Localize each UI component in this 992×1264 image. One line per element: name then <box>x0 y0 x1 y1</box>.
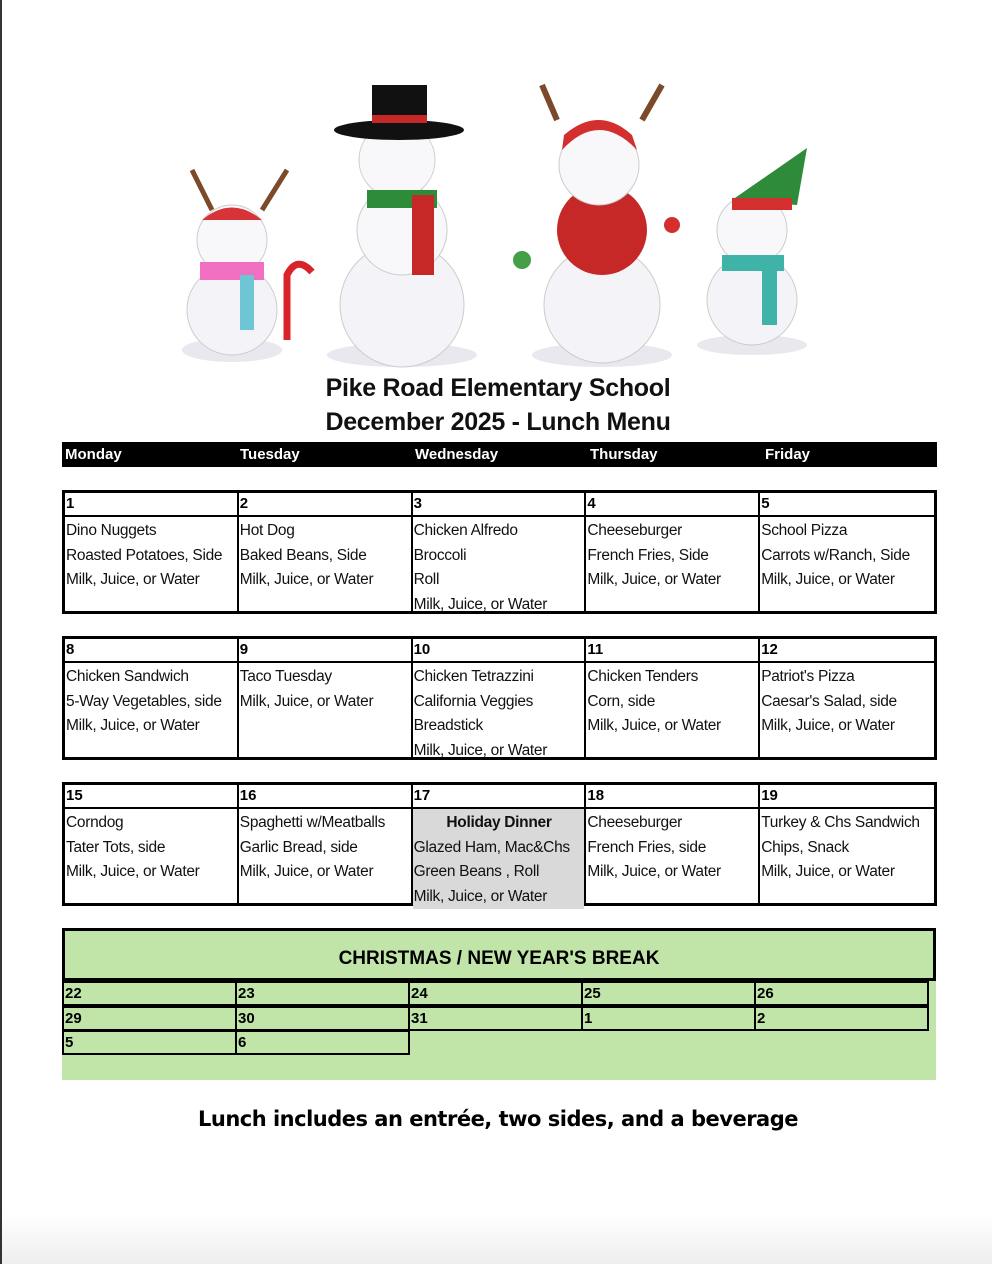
menu-item: Patriot's Pizza <box>761 668 855 685</box>
menu-items <box>413 517 585 617</box>
menu-item: School Pizza <box>761 522 848 539</box>
day-cell <box>760 639 934 757</box>
day-number: 19 <box>760 785 934 809</box>
menu-item: Baked Beans, Side <box>239 546 367 564</box>
page-edge <box>2 1214 992 1264</box>
break-title: CHRISTMAS / NEW YEAR'S BREAK <box>62 928 936 981</box>
break-day-cell: 6 <box>235 1030 410 1055</box>
break-day-cell: 2 <box>754 1006 929 1031</box>
day-number: 1 <box>65 493 237 517</box>
menu-item: Roll <box>413 571 440 588</box>
menu-item: Milk, Juice, or Water <box>587 571 721 588</box>
weekday-monday: Monday <box>65 446 122 463</box>
week-row <box>62 782 937 906</box>
menu-item: Tater Tots, side <box>66 838 166 856</box>
menu-item: Cheeseburger <box>587 814 683 831</box>
day-cell <box>239 785 413 903</box>
day-cell <box>239 493 413 611</box>
menu-item: Milk, Juice, or Water <box>587 863 721 880</box>
day-cell <box>760 785 934 903</box>
menu-item: Carrots w/Ranch, Side <box>761 546 910 564</box>
break-day-cell: 25 <box>581 981 756 1006</box>
day-number: 9 <box>239 639 411 663</box>
menu-item: Taco Tuesday <box>239 668 332 685</box>
menu-item: Chips, Snack <box>761 838 849 856</box>
break-day-cell: 23 <box>235 981 410 1006</box>
menu-items <box>586 809 758 903</box>
menu-item: Chicken Tetrazzini <box>413 668 534 685</box>
day-number: 11 <box>586 639 758 663</box>
break-day-cell: 5 <box>62 1030 237 1055</box>
break-week-row <box>62 1006 927 1031</box>
menu-item: Hot Dog <box>239 522 295 539</box>
day-cell <box>586 639 760 757</box>
break-week-row <box>62 981 927 1006</box>
reindeer-snowman-icon <box>182 170 312 362</box>
menu-items <box>65 809 237 903</box>
day-number: 16 <box>239 785 411 809</box>
day-number: 5 <box>760 493 934 517</box>
menu-item: Milk, Juice, or Water <box>413 741 548 759</box>
menu-item: Broccoli <box>413 546 467 564</box>
school-name: Pike Road Elementary School <box>325 374 671 402</box>
day-number: 17 <box>413 785 585 809</box>
weekday-friday: Friday <box>765 446 811 463</box>
day-number: 4 <box>586 493 758 517</box>
menu-item: French Fries, side <box>587 838 707 856</box>
menu-title: December 2025 - Lunch Menu <box>325 408 671 436</box>
menu-items <box>586 663 758 757</box>
menu-items <box>760 517 934 611</box>
break-day-cell: 22 <box>62 981 237 1006</box>
weekday-thursday: Thursday <box>590 446 658 463</box>
day-cell <box>586 493 760 611</box>
elf-hat-snowman-icon <box>697 148 807 355</box>
day-number: 2 <box>239 493 411 517</box>
break-day-cell: 24 <box>408 981 583 1006</box>
day-cell <box>413 785 587 903</box>
menu-item: Corndog <box>66 814 124 831</box>
day-number: 10 <box>413 639 585 663</box>
break-week-row <box>62 1030 408 1055</box>
menu-items <box>760 663 934 757</box>
menu-item: Milk, Juice, or Water <box>413 595 548 613</box>
day-cell <box>239 639 413 757</box>
menu-item: Roasted Potatoes, Side <box>66 546 223 564</box>
day-cell <box>65 785 239 903</box>
day-cell <box>413 493 587 611</box>
menu-item: Green Beans , Roll <box>413 863 540 880</box>
antler-snowman-icon <box>513 85 680 367</box>
menu-item: Milk, Juice, or Water <box>587 717 721 734</box>
day-number: 12 <box>760 639 934 663</box>
menu-items <box>413 809 585 909</box>
weekday-header <box>62 442 937 467</box>
day-cell <box>65 639 239 757</box>
menu-item: Turkey & Chs Sandwich <box>761 814 920 831</box>
menu-item: Milk, Juice, or Water <box>66 571 200 588</box>
weekday-tuesday: Tuesday <box>240 446 300 463</box>
week-row <box>62 636 937 760</box>
menu-item: Cheeseburger <box>587 522 683 539</box>
menu-item: Breadstick <box>413 717 483 734</box>
menu-item: California Veggies <box>413 692 534 710</box>
menu-item: Chicken Sandwich <box>66 668 189 685</box>
menu-items <box>586 517 758 611</box>
menu-items <box>760 809 934 903</box>
menu-item: Milk, Juice, or Water <box>66 863 200 880</box>
menu-item: Dino Nuggets <box>66 522 157 539</box>
menu-item: Milk, Juice, or Water <box>761 717 895 734</box>
break-day-cell: 29 <box>62 1006 237 1031</box>
week-row <box>62 490 937 614</box>
break-day-cell: 30 <box>235 1006 410 1031</box>
menu-item: Garlic Bread, side <box>239 838 358 856</box>
menu-item: Chicken Tenders <box>587 668 699 685</box>
menu-item: Caesar's Salad, side <box>761 692 897 710</box>
day-cell <box>586 785 760 903</box>
menu-item: Milk, Juice, or Water <box>761 571 895 588</box>
menu-item: Spaghetti w/Meatballs <box>239 814 386 831</box>
menu-item: Glazed Ham, Mac&Chs <box>413 838 570 856</box>
break-day-cell: 1 <box>581 1006 756 1031</box>
menu-item: Corn, side <box>587 692 656 710</box>
menu-item: French Fries, Side <box>587 546 709 564</box>
menu-items <box>413 663 585 763</box>
menu-item: Milk, Juice, or Water <box>239 692 374 710</box>
holiday-break-section <box>62 928 936 1080</box>
day-cell <box>760 493 934 611</box>
menu-item: Holiday Dinner <box>446 814 552 831</box>
menu-item: Milk, Juice, or Water <box>66 717 200 734</box>
menu-items <box>65 663 237 757</box>
menu-item: 5-Way Vegetables, side <box>66 692 222 710</box>
menu-item: Chicken Alfredo <box>413 522 518 539</box>
day-number: 8 <box>65 639 237 663</box>
menu-items <box>239 663 411 757</box>
top-hat-snowman-icon <box>327 85 477 367</box>
menu-item: Milk, Juice, or Water <box>413 887 548 905</box>
day-cell <box>413 639 587 757</box>
menu-items <box>65 517 237 611</box>
day-number: 18 <box>586 785 758 809</box>
menu-items <box>239 517 411 611</box>
footer-note: Lunch includes an entrée, two sides, and a beverage <box>197 1107 798 1131</box>
day-number: 15 <box>65 785 237 809</box>
day-number: 3 <box>413 493 585 517</box>
menu-item: Milk, Juice, or Water <box>239 863 374 880</box>
menu-item: Milk, Juice, or Water <box>761 863 895 880</box>
snowmen-illustration <box>162 80 822 370</box>
break-day-cell: 26 <box>754 981 929 1006</box>
break-day-cell: 31 <box>408 1006 583 1031</box>
menu-item: Milk, Juice, or Water <box>239 571 374 588</box>
menu-items <box>239 809 411 903</box>
weekday-wednesday: Wednesday <box>415 446 499 463</box>
day-cell <box>65 493 239 611</box>
